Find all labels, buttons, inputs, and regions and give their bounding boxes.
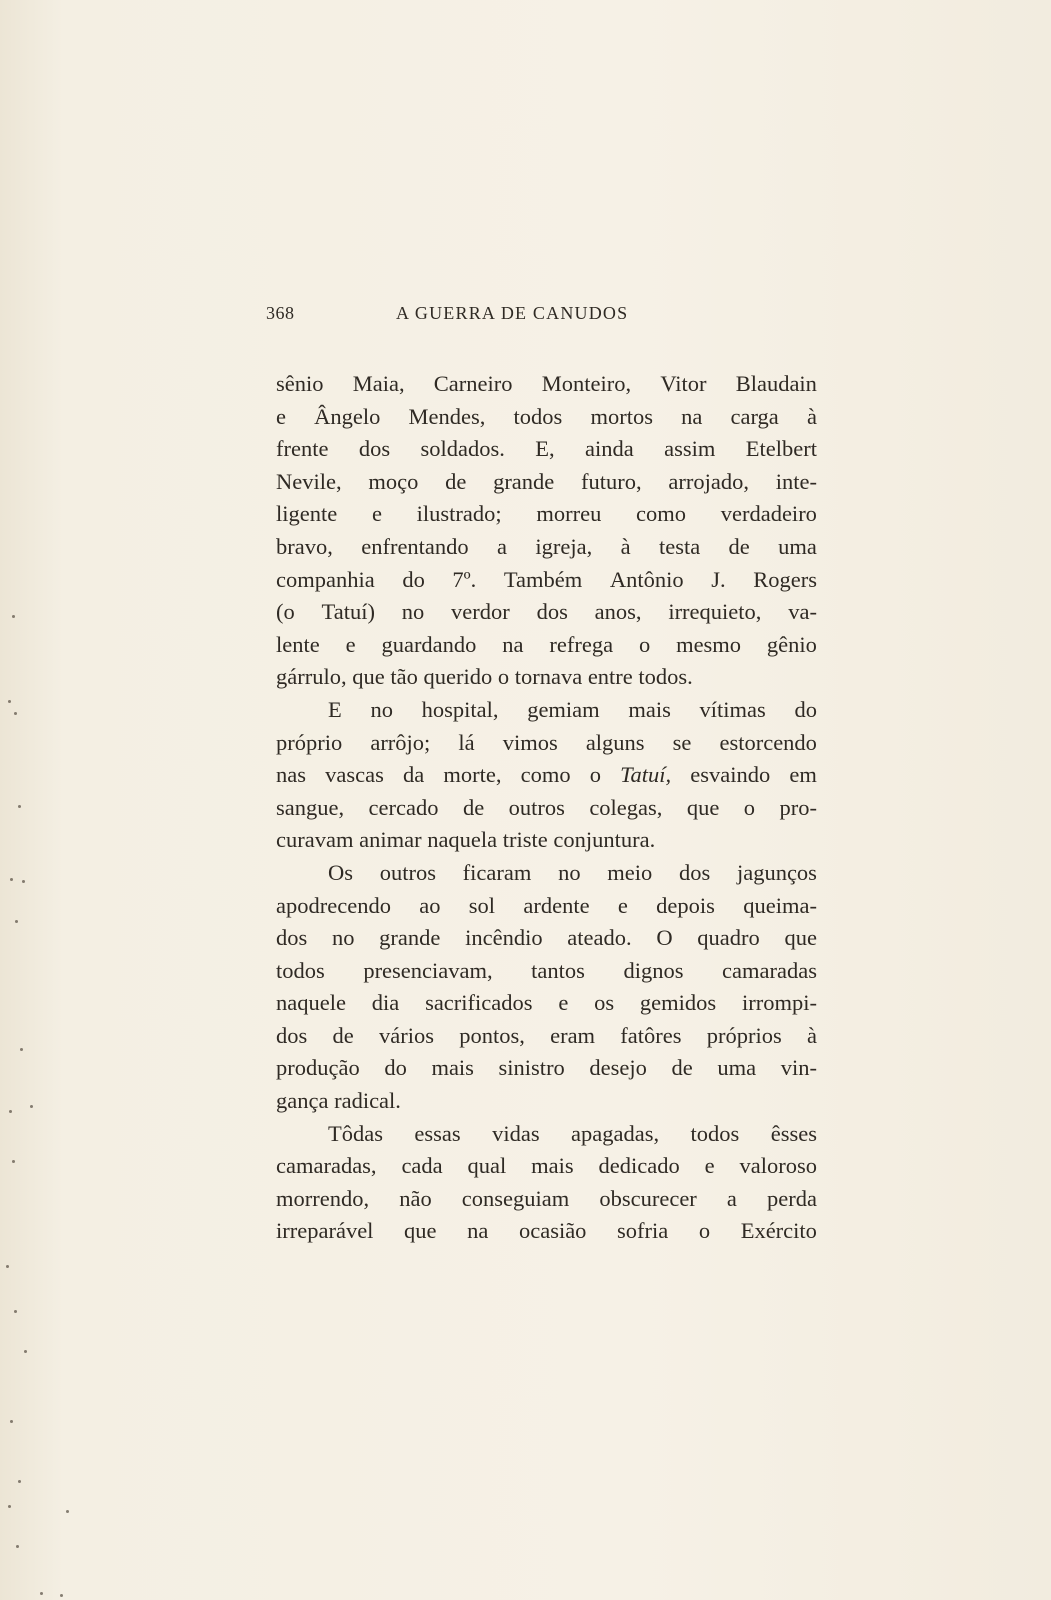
word: moço (368, 468, 419, 494)
word: carga (730, 403, 779, 429)
word: vimos (502, 729, 558, 755)
word: os (594, 990, 615, 1016)
word: uma (778, 533, 817, 559)
word: ficaram (462, 859, 532, 885)
text-line (276, 433, 817, 466)
word: essas (414, 1120, 461, 1146)
word: o (698, 1218, 711, 1244)
word: gança (276, 1088, 329, 1114)
word: verdadeiro (720, 501, 817, 527)
word: pontos, (459, 1022, 525, 1048)
word: companhia (276, 566, 375, 592)
word: incêndio (465, 925, 543, 951)
word: na (502, 631, 524, 657)
word: de (445, 468, 467, 494)
word: nas (276, 762, 306, 788)
scan-speck (10, 1420, 13, 1423)
scan-speck (12, 615, 15, 618)
word: outros (508, 794, 565, 820)
word: Etelbert (745, 436, 817, 462)
word: ardente (523, 892, 590, 918)
word: à (806, 403, 817, 429)
word: dos (358, 436, 391, 462)
word: meio (607, 859, 653, 885)
word: inte- (775, 468, 817, 494)
word: e (558, 990, 569, 1016)
word: dos (678, 859, 711, 885)
text-line (276, 596, 817, 629)
word: Tatuí) (321, 599, 375, 625)
word: que (686, 794, 720, 820)
word: dignos (623, 957, 684, 983)
word: refrega (549, 631, 614, 657)
word: como (636, 501, 687, 527)
word: O (656, 925, 673, 951)
word: como (520, 762, 571, 788)
word: querido (423, 664, 493, 690)
word: sacrificados (425, 990, 533, 1016)
word: ilustrado; (416, 501, 502, 527)
scan-speck (40, 1592, 43, 1595)
word: Também (503, 566, 583, 592)
word: e (371, 501, 382, 527)
text-line (276, 1020, 817, 1053)
text-line (276, 1150, 817, 1183)
word: triste (502, 827, 548, 853)
word: esvaindo (690, 762, 771, 788)
word: próprio (276, 729, 343, 755)
word: e (276, 403, 286, 429)
word: lente (276, 631, 320, 657)
scan-speck (60, 1594, 63, 1597)
scan-speck (15, 920, 18, 923)
page-header (266, 303, 686, 329)
word: animar (359, 827, 422, 853)
word: sofria (617, 1218, 669, 1244)
word: depois (656, 892, 715, 918)
text-line (276, 1118, 817, 1151)
word: Os (328, 859, 354, 885)
word: no (370, 696, 393, 722)
word: a (497, 533, 508, 559)
word: à (806, 1022, 817, 1048)
word: e (345, 631, 356, 657)
word: que (404, 1218, 437, 1244)
word: não (399, 1185, 432, 1211)
text-line (276, 564, 817, 597)
scan-speck (66, 1510, 69, 1513)
word: cercado (368, 794, 439, 820)
word: camaradas (722, 957, 817, 983)
scan-speck (14, 1310, 17, 1313)
text-line (276, 1183, 817, 1216)
word: grande (379, 925, 441, 951)
word: queima- (743, 892, 817, 918)
word: Mendes, (408, 403, 486, 429)
text-line (276, 1215, 817, 1248)
text-line (276, 694, 817, 727)
text-line (276, 759, 817, 792)
word: perda (767, 1185, 817, 1211)
word: ateado. (567, 925, 632, 951)
page-number: 368 (266, 303, 295, 323)
word: E, (535, 436, 555, 462)
word: verdor (451, 599, 510, 625)
word: o (743, 794, 756, 820)
word: de (462, 794, 485, 820)
word: e (704, 1153, 715, 1179)
word: frente (276, 436, 329, 462)
word: enfrentando (361, 533, 469, 559)
word: se (672, 729, 692, 755)
word: presenciavam, (363, 957, 493, 983)
scan-speck (6, 1265, 9, 1268)
scan-speck (12, 1160, 15, 1163)
word: tornava (514, 664, 583, 690)
word: igreja, (535, 533, 593, 559)
word: na (467, 1218, 489, 1244)
word: guardando (381, 631, 477, 657)
word: fatôres (620, 1022, 682, 1048)
word: de (332, 1022, 354, 1048)
word: Tôdas (328, 1120, 383, 1146)
word: E (328, 696, 342, 722)
word: vários (378, 1022, 434, 1048)
word: mais (531, 1153, 574, 1179)
word: mesmo (676, 631, 742, 657)
word: que (352, 664, 385, 690)
word: conjuntura. (553, 827, 656, 853)
word: no (331, 925, 355, 951)
word: Maia, (352, 371, 405, 396)
word: gemiam (527, 696, 600, 722)
word: vascas (325, 762, 384, 788)
word: a (726, 1185, 737, 1211)
word: dos (276, 1022, 308, 1048)
word: apodrecendo (276, 892, 391, 918)
word: tantos (531, 957, 585, 983)
word: bravo, (276, 533, 333, 559)
word: assim (664, 436, 716, 462)
word: próprios (706, 1022, 782, 1048)
word: Rogers (753, 566, 817, 592)
word: sangue, (276, 794, 345, 820)
word: colegas, (589, 794, 663, 820)
scan-speck (16, 1545, 19, 1548)
text-line (276, 824, 817, 857)
text-line (276, 466, 817, 499)
word: morrendo, (276, 1185, 370, 1211)
word: todos. (638, 664, 693, 690)
word: mortos (590, 403, 653, 429)
word: irreparável (276, 1218, 374, 1244)
word: da (402, 762, 425, 788)
text-line (276, 1085, 817, 1118)
word: Antônio (609, 566, 684, 592)
scan-speck (8, 1505, 11, 1508)
word: sol (468, 892, 496, 918)
word: Carneiro (433, 371, 513, 396)
word: qual (467, 1153, 507, 1179)
word: vidas (492, 1120, 540, 1146)
word: 7º. (452, 566, 477, 592)
word: ainda (584, 436, 634, 462)
word: Exército (740, 1218, 817, 1244)
word: mais (431, 1055, 474, 1081)
running-title: A GUERRA DE CANUDOS (396, 303, 629, 323)
word: outros (379, 859, 436, 885)
word: no (401, 599, 425, 625)
word: de (671, 1055, 693, 1081)
word: mais (628, 696, 671, 722)
word: (o (276, 599, 295, 625)
word: todos (276, 957, 325, 983)
word: conseguiam (461, 1185, 570, 1211)
word: vítimas (699, 696, 766, 722)
text-line (276, 401, 817, 434)
word: todos (513, 403, 563, 429)
word: ao (419, 892, 441, 918)
word: va- (788, 599, 817, 625)
word: dos (276, 925, 308, 951)
word: de (728, 533, 750, 559)
scan-speck (18, 805, 21, 808)
word: à (620, 533, 631, 559)
scan-speck (30, 1105, 33, 1108)
text-line (276, 857, 817, 890)
word: Tatuí, (620, 762, 672, 788)
word: naquela (427, 827, 498, 853)
word: morte, (443, 762, 502, 788)
word: todos (690, 1120, 740, 1146)
text-line (276, 890, 817, 923)
word: na (681, 403, 703, 429)
word: eram (550, 1022, 596, 1048)
word: entre (587, 664, 633, 690)
word: tão (390, 664, 418, 690)
text-line (276, 629, 817, 662)
word: e (617, 892, 628, 918)
text-line (276, 661, 817, 694)
word: no (558, 859, 581, 885)
word: do (794, 696, 817, 722)
scan-speck (9, 1110, 12, 1113)
word: gênio (766, 631, 817, 657)
word: em (789, 762, 817, 788)
word: irrequieto, (668, 599, 762, 625)
word: cada (401, 1153, 443, 1179)
word: quadro (697, 925, 760, 951)
scan-speck (20, 1048, 23, 1051)
text-line (276, 792, 817, 825)
scan-speck (18, 1480, 21, 1483)
word: do (384, 1055, 407, 1081)
word: dos (536, 599, 568, 625)
word: vin- (780, 1055, 817, 1081)
word: dedicado (598, 1153, 680, 1179)
word: Blaudain (735, 371, 817, 396)
word: que (784, 925, 817, 951)
word: pro- (779, 794, 817, 820)
word: desejo (589, 1055, 647, 1081)
text-line (276, 987, 817, 1020)
word: grande (493, 468, 555, 494)
word: valoroso (739, 1153, 817, 1179)
word: obscurecer (599, 1185, 697, 1211)
word: naquele (276, 990, 346, 1016)
word: o (497, 664, 510, 690)
word: radical. (334, 1088, 401, 1114)
word: irrompi- (741, 990, 817, 1016)
word: arrôjo; (370, 729, 431, 755)
word: camaradas, (276, 1153, 377, 1179)
word: hospital, (421, 696, 499, 722)
word: Nevile, (276, 468, 342, 494)
word: do (402, 566, 425, 592)
word: Ângelo (314, 403, 381, 429)
word: o (638, 631, 651, 657)
word: J. (711, 566, 726, 592)
word: Monteiro, (541, 371, 632, 396)
text-line (276, 955, 817, 988)
text-line (276, 922, 817, 955)
word: dia (371, 990, 400, 1016)
scan-speck (14, 712, 17, 715)
word: morreu (536, 501, 602, 527)
word: jagunços (736, 859, 817, 885)
body-text (276, 368, 817, 1248)
text-line (276, 368, 817, 401)
word: ocasião (518, 1218, 587, 1244)
word: sinistro (498, 1055, 565, 1081)
word: ligente (276, 501, 338, 527)
scan-speck (22, 880, 25, 883)
word: soldados. (420, 436, 505, 462)
word: o (589, 762, 601, 788)
word: êsses (770, 1120, 817, 1146)
word: futuro, (581, 468, 642, 494)
word: gárrulo, (276, 664, 347, 690)
scan-speck (8, 700, 11, 703)
word: lá (458, 729, 475, 755)
scan-speck (24, 1350, 27, 1353)
text-line (276, 498, 817, 531)
word: uma (717, 1055, 757, 1081)
word: produção (276, 1055, 360, 1081)
word: alguns (585, 729, 645, 755)
text-line (276, 1052, 817, 1085)
word: curavam (276, 827, 354, 853)
word: anos, (594, 599, 642, 625)
word: arrojado, (668, 468, 749, 494)
word: apagadas, (571, 1120, 660, 1146)
word: Vitor (660, 371, 707, 396)
word: estorcendo (719, 729, 817, 755)
word: testa (658, 533, 701, 559)
word: gemidos (639, 990, 717, 1016)
word: sênio (276, 371, 324, 396)
text-line (276, 531, 817, 564)
text-line (276, 727, 817, 760)
scan-speck (10, 878, 13, 881)
